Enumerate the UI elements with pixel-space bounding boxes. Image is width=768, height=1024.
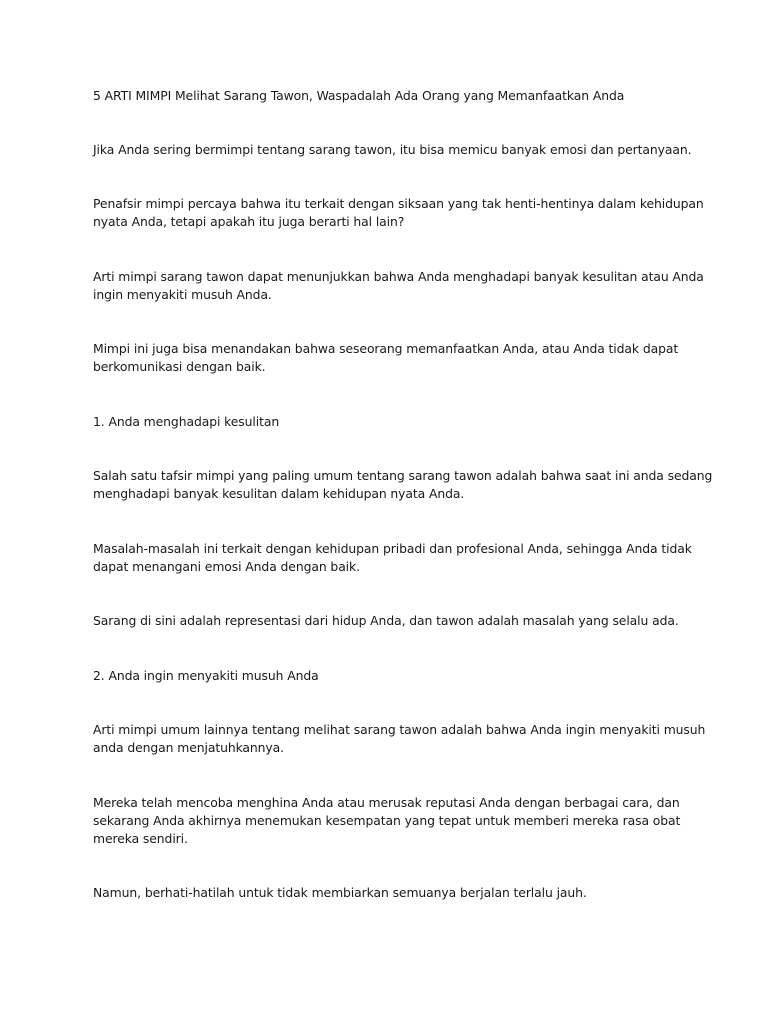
paragraph-reputation-line-3: mereka sendiri. xyxy=(93,831,188,846)
section-heading-1: 1. Anda menghadapi kesulitan xyxy=(93,414,280,429)
paragraph-difficulty-line-1: Salah satu tafsir mimpi yang paling umum tentang sarang tawon adalah bahwa saat ini anda sedang xyxy=(93,468,713,483)
document-title: 5 ARTI MIMPI Melihat Sarang Tawon, Waspadalah Ada Orang yang Memanfaatkan Anda xyxy=(93,88,625,103)
paragraph-meaning-line-1: Arti mimpi sarang tawon dapat menunjukkan bahwa Anda menghadapi banyak kesulitan atau Anda xyxy=(93,269,704,284)
paragraph-problems-line-2: dapat menangani emosi Anda dengan baik. xyxy=(93,559,360,574)
paragraph-interpreter-line-1: Penafsir mimpi percaya bahwa itu terkait dengan siksaan yang tak henti-hentinya dalam kehidupan xyxy=(93,196,704,211)
paragraph-nest-representation: Sarang di sini adalah representasi dari hidup Anda, dan tawon adalah masalah yang selalu ada. xyxy=(93,613,679,628)
paragraph-problems-line-1: Masalah-masalah ini terkait dengan kehidupan pribadi dan profesional Anda, sehingga Anda tidak xyxy=(93,541,692,556)
paragraph-difficulty-line-2: menghadapi banyak kesulitan dalam kehidupan nyata Anda. xyxy=(93,486,465,501)
paragraph-caution: Namun, berhati-hatilah untuk tidak membiarkan semuanya berjalan terlalu jauh. xyxy=(93,885,587,900)
paragraph-reputation-line-2: sekarang Anda akhirnya menemukan kesempatan yang tepat untuk memberi mereka rasa obat xyxy=(93,813,681,828)
paragraph-intro: Jika Anda sering bermimpi tentang sarang tawon, itu bisa memicu banyak emosi dan pertanyaan. xyxy=(93,142,692,157)
section-heading-2: 2. Anda ingin menyakiti musuh Anda xyxy=(93,668,319,683)
paragraph-enemy-line-1: Arti mimpi umum lainnya tentang melihat sarang tawon adalah bahwa Anda ingin menyakiti musuh xyxy=(93,722,706,737)
paragraph-communication-line-1: Mimpi ini juga bisa menandakan bahwa seseorang memanfaatkan Anda, atau Anda tidak dapat xyxy=(93,341,679,356)
paragraph-interpreter-line-2: nyata Anda, tetapi apakah itu juga berarti hal lain? xyxy=(93,214,405,229)
paragraph-enemy-line-2: anda dengan menjatuhkannya. xyxy=(93,740,285,755)
paragraph-meaning-line-2: ingin menyakiti musuh Anda. xyxy=(93,287,272,302)
paragraph-communication-line-2: berkomunikasi dengan baik. xyxy=(93,359,266,374)
paragraph-reputation-line-1: Mereka telah mencoba menghina Anda atau merusak reputasi Anda dengan berbagai cara, dan xyxy=(93,795,680,810)
